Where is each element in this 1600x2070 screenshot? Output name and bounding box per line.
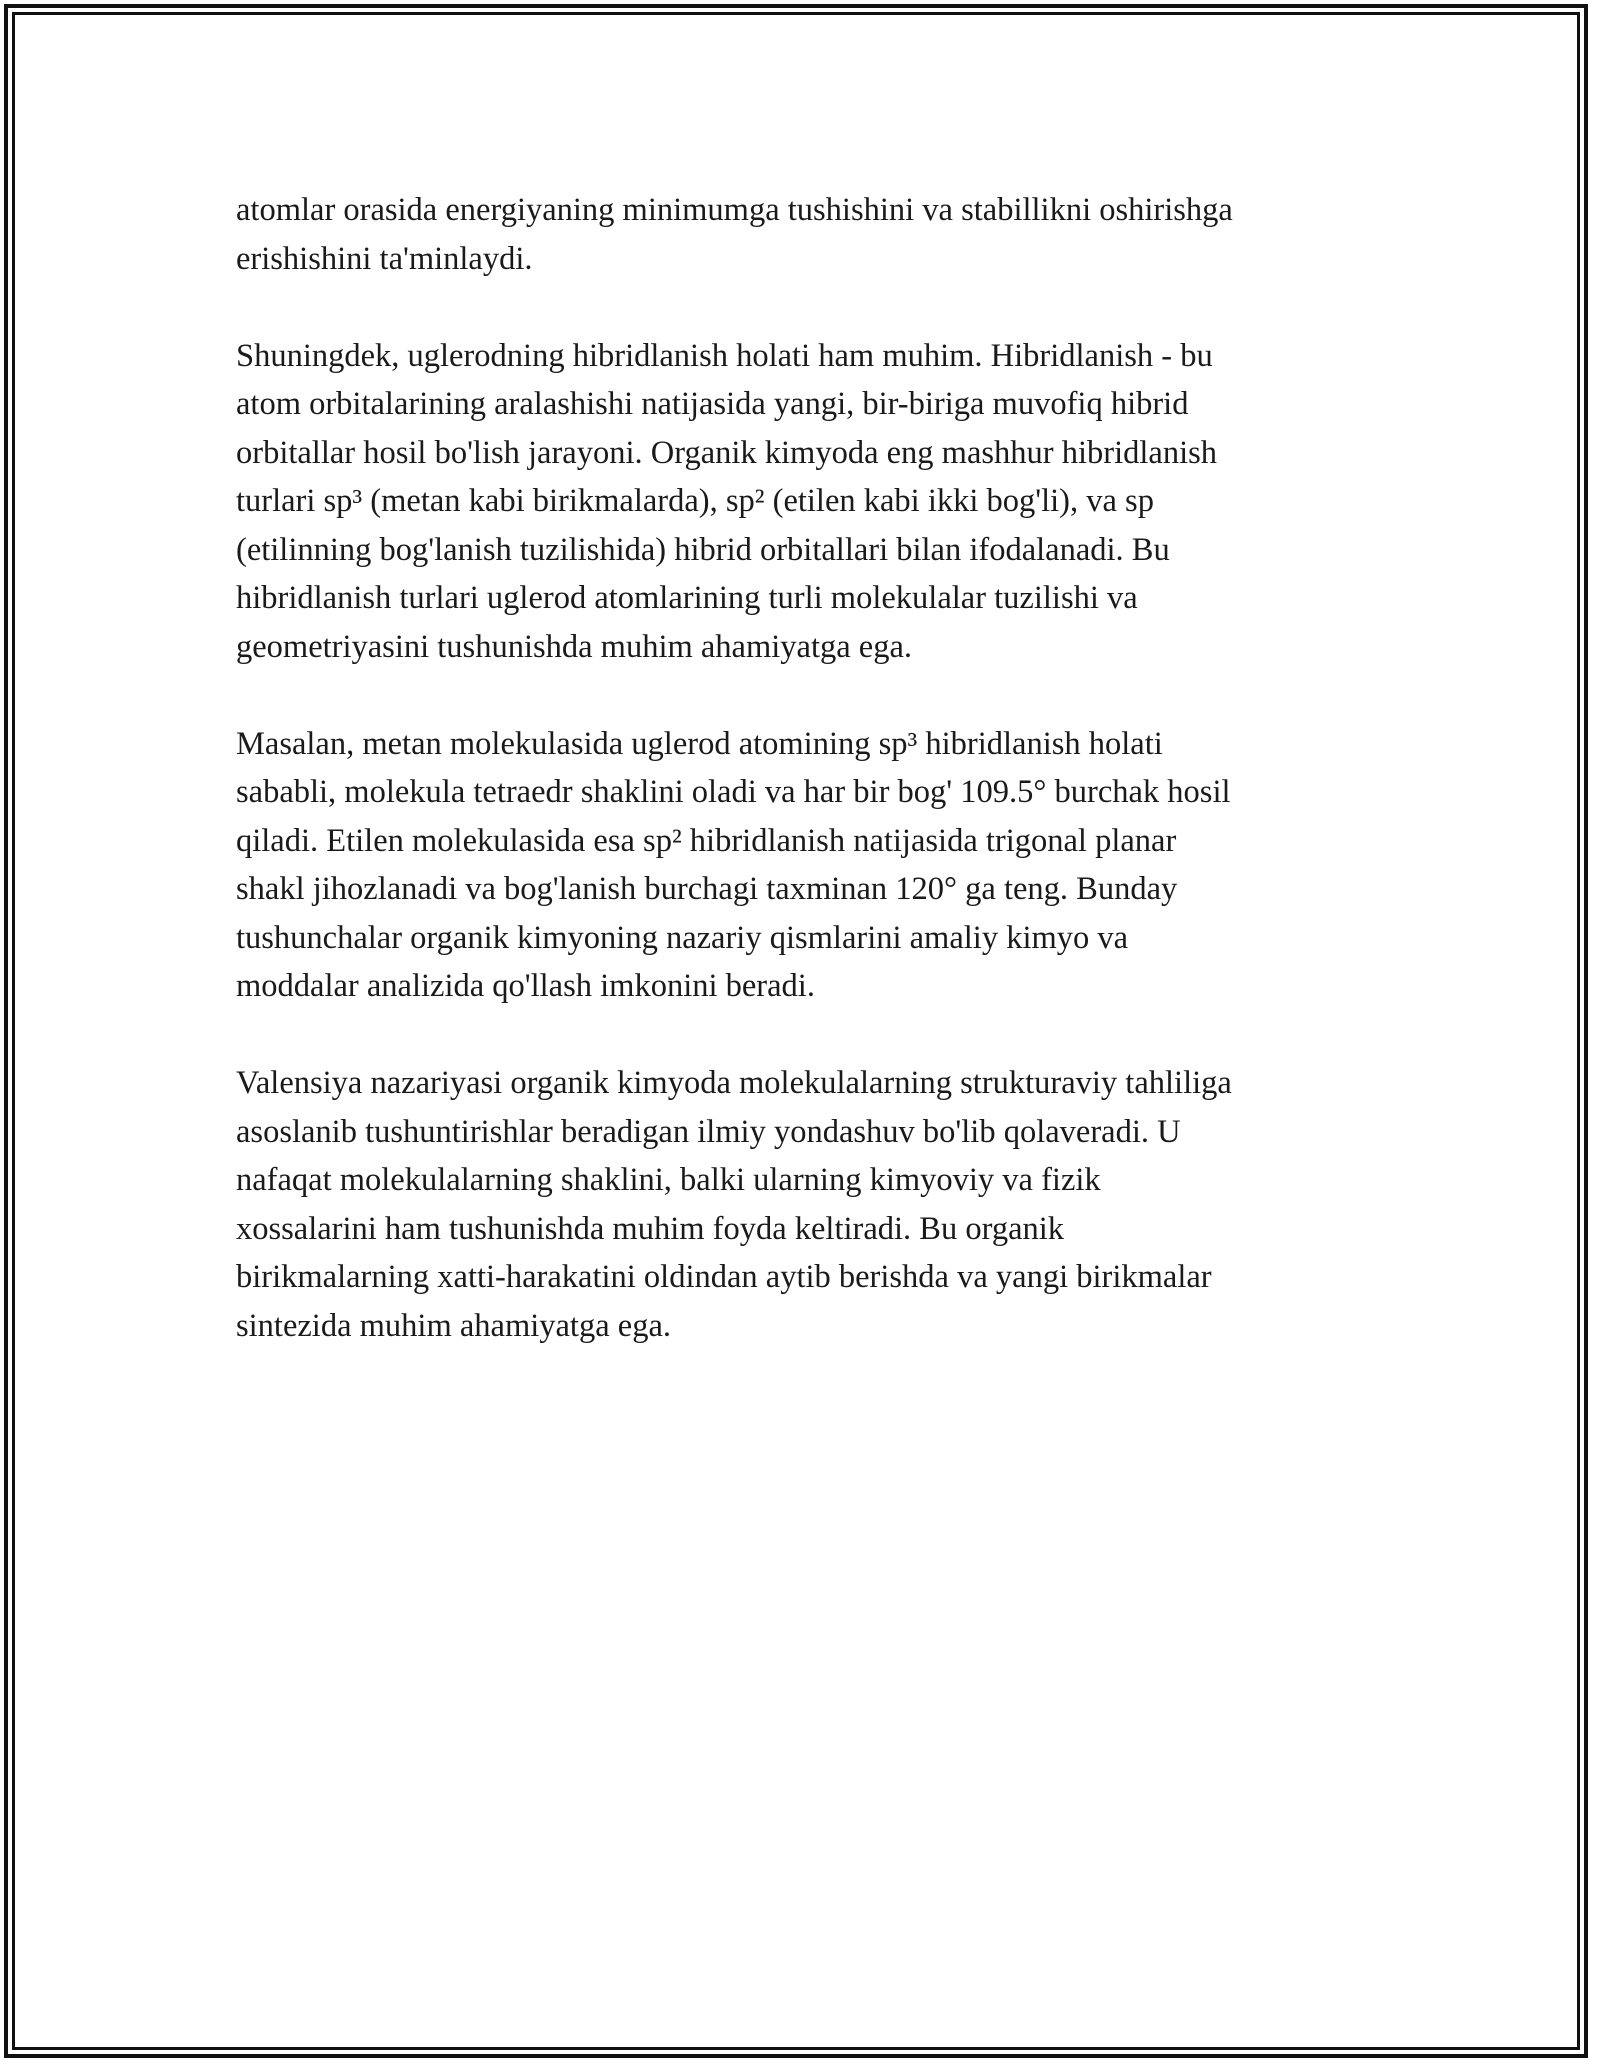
paragraph-4: Valensiya nazariyasi organik kimyoda molekulalarning strukturaviy tahliliga asoslanib tushuntirishlar beradigan ilmiy yondashuv bo'lib qolaveradi. U nafaqat molekulalarning shaklini, balki ularning kimyoviy va fizik xossalarini ham tushunishda muhim foyda keltiradi. Bu organik birikmalarning xatti-harakatini oldindan aytib berishda va yangi birikmalar sintezida muhim ahamiyatga ega. [236, 1065, 1232, 1344]
paragraph-2: Shuningdek, uglerodning hibridlanish holati ham muhim. Hibridlanish - bu atom orbitalarining aralashishi natijasida yangi, bir-biriga muvofiq hibrid orbitallar hosil bo'lish jarayoni. Organik kimyoda eng mashhur hibridlanish turlari sp³ (metan kabi birikmalarda), sp² (etilen kabi ikki bog'li), va sp (etilinning bog'lanish tuzilishida) hibrid orbitallari bilan ifodalanadi. Bu hibridlanish turlari uglerod atomlarining turli molekulalar tuzilishi va geometriyasini tushunishda muhim ahamiyatga ega. [236, 337, 1217, 665]
document-body [236, 186, 1376, 1350]
paragraph-3: Masalan, metan molekulasida uglerod atomining sp³ hibridlanish holati sababli, molekula tetraedr shaklini oladi va har bir bog' 109.5° burchak hosil qiladi. Etilen molekulasida esa sp² hibridlanish natijasida trigonal planar shakl jihozlanadi va bog'lanish burchagi taxminan 120° ga teng. Bunday tushunchalar organik kimyoning nazariy qismlarini amaliy kimyo va moddalar analizida qo'llash imkonini beradi. [236, 725, 1231, 1004]
paragraph-1: atomlar orasida energiyaning minimumga tushishini va stabillikni oshirishga erishishini ta'minlaydi. [236, 192, 1233, 277]
